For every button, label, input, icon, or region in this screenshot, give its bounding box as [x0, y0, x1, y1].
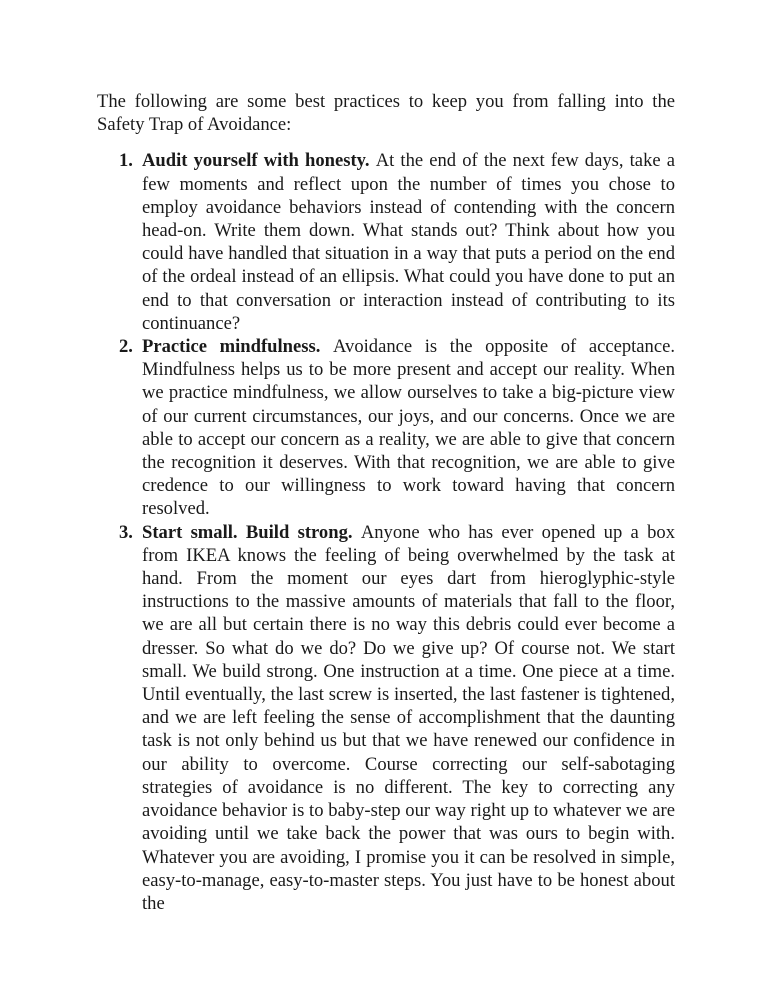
list-item-audit-yourself — [97, 149, 675, 335]
list-item-number: 2. — [119, 336, 133, 358]
list-item-heading: Start small. Build strong. — [142, 521, 361, 543]
document-page — [97, 90, 675, 915]
list-item-number: 1. — [119, 150, 133, 172]
list-item-number: 3. — [119, 521, 133, 543]
list-item-heading: Audit yourself with honesty. — [142, 150, 376, 172]
intro-paragraph: The following are some best practices to keep you from falling into the Safety Trap of Avoidance: — [97, 91, 675, 136]
list-item-body: Avoidance is the opposite of acceptance. Mindfulness helps us to be more present and accept our reality. When we practice mindfulness, we allow ourselves to take a big-picture view of our current circumstances, our joys, and our concerns. Once we are able to accept our concern as a reality, we are able to give that concern the recognition it deserves. With that recognition, we are able to give credence to our willingness to work toward having that concern resolved. — [142, 336, 675, 520]
list-item-practice-mindfulness — [97, 335, 675, 521]
list-item-heading: Practice mindfulness. — [142, 336, 333, 358]
list-item-body: At the end of the next few days, take a few moments and reflect upon the number of times you chose to employ avoidance behaviors instead of contending with the concern head-on. Write them down. What stands out? Think about how you could have handled that situation in a way that puts a period on the end of the ordeal instead of an ellipsis. What could you have done to put an end to that conversation or interaction instead of contributing to its continuance? — [142, 150, 675, 334]
list-item-body: Anyone who has ever opened up a box from IKEA knows the feeling of being overwhelmed by the task at hand. From the moment our eyes dart from hieroglyphic-style instructions to the massive amounts of materials that fall to the floor, we are all but certain there is no way this debris could ever become a dresser. So what do we do? Do we give up? Of course not. We start small. We build strong. One instruction at a time. One piece at a time. Until eventually, the last screw is inserted, the last fastener is tightened, and we are left feeling the sense of accomplishment that the daunting task is not only behind us but that we have renewed our confidence in our ability to overcome. Course correcting our self-sabotaging strategies of avoidance is no different. The key to correcting any avoidance behavior is to baby-step our way right up to whatever we are avoiding until we take back the power that was ours to begin with. Whatever you are avoiding, I promise you it can be resolved in simple, easy-to-manage, easy-to-master steps. You just have to be honest about the — [142, 521, 675, 914]
list-item-start-small — [97, 521, 675, 915]
best-practices-list — [97, 149, 675, 915]
